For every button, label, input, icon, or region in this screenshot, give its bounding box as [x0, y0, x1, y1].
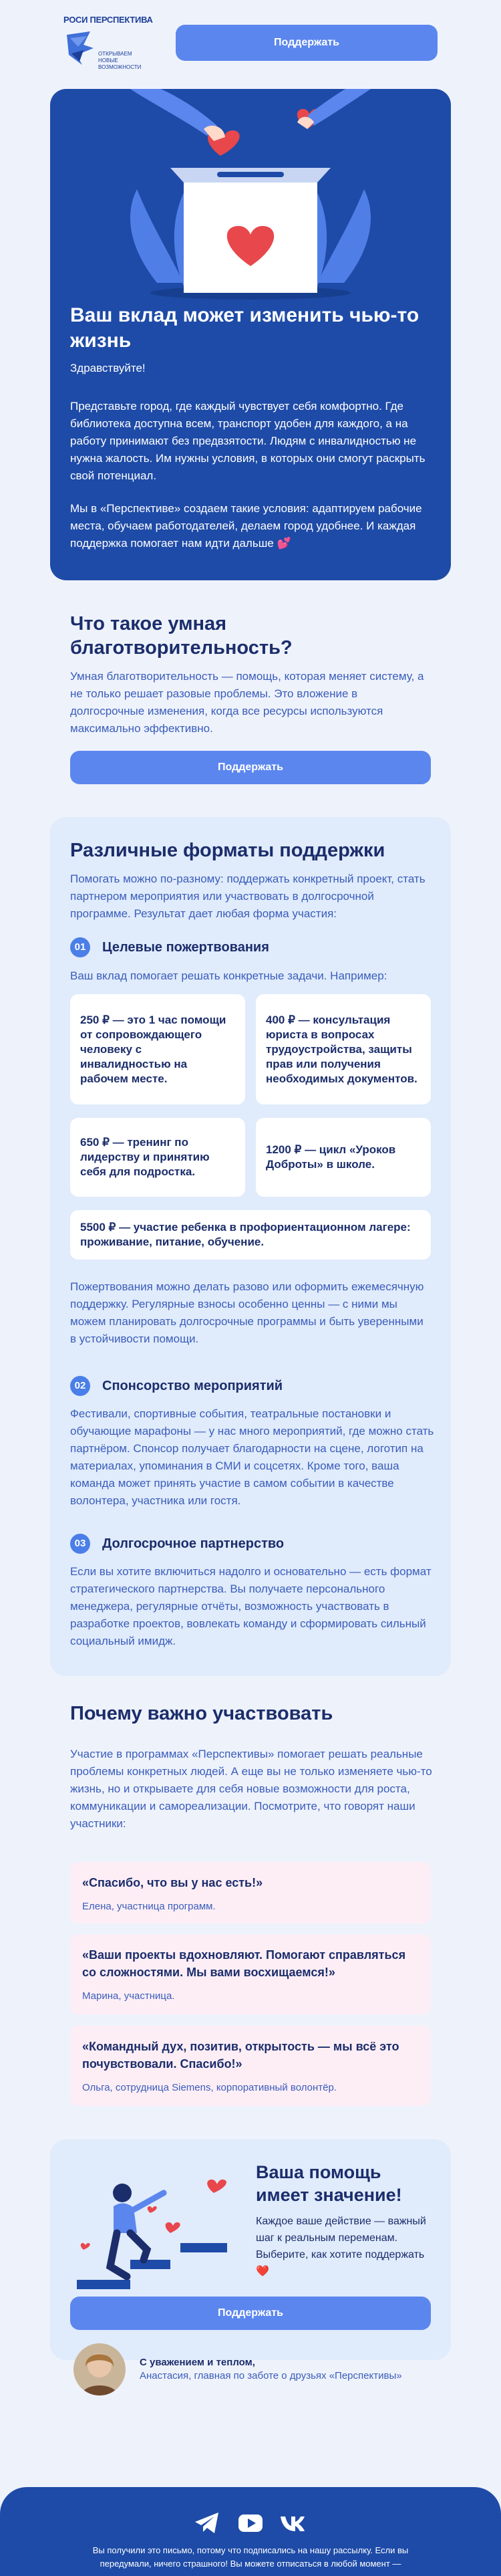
formats-intro: Помогать можно по-разному: поддержать конкретный проект, стать партнером мероприятия или участвовать в долгосрочной программе. Результат дает любая форма участия: — [70, 872, 426, 920]
logo-subtitle: ОТКРЫВАЕМ НОВЫЕ ВОЗМОЖНОСТИ — [98, 51, 142, 70]
format-title-2: Спонсорство мероприятий — [102, 1379, 283, 1393]
why-participate-section — [70, 1702, 434, 1833]
format-title-3: Долгосрочное партнерство — [102, 1536, 285, 1551]
header — [0, 0, 501, 86]
hero-card — [50, 89, 451, 580]
testimonial-author: Ольга, сотрудница Siemens, корпоративный волонтёр. — [82, 2082, 337, 2093]
why-title: Почему важно участвовать — [70, 1703, 333, 1724]
why-text: Участие в программах «Перспективы» помогает решать реальные проблемы конкретных людей. А еще вы не только изменяете чью-то жизнь, но и открываете для себя новые возможности для роста, коммуникации и самореализации. Посмотрите, что говорят наши участники: — [70, 1748, 432, 1830]
donation-card: 250 ₽ — это 1 час помощи от сопровождающего человеку с инвалидностью на рабочем месте. — [70, 994, 245, 1104]
help-text: Каждое ваше действие — важный шаг к реальным переменам. Выберите, как хотите поддержать ❤️ — [256, 2216, 426, 2277]
testimonial-author: Марина, участница. — [82, 1990, 175, 2002]
donate-button-help[interactable]: Поддержать — [70, 2297, 431, 2330]
smart-charity-section — [70, 612, 434, 784]
stairs-illustration — [63, 2166, 244, 2300]
format-text-1-after: Пожертвования можно делать разово или оформить ежемесячную поддержку. Регулярные взносы особенно ценны — с ними мы можем планировать долгосрочные программы и быть уверенными в устойчивости помощи. — [70, 1280, 424, 1345]
help-title: Ваша помощь имеет значение! — [256, 2162, 402, 2205]
testimonial — [70, 2026, 431, 2106]
hero-paragraph-2: Мы в «Перспективе» создаем такие условия: адаптируем рабочие места, обучаем работодателей, делаем город удобнее. И каждая поддержка помогает нам идти дальше 💕 — [70, 502, 422, 550]
format-title-1: Целевые пожертвования — [102, 940, 269, 955]
donation-card: 650 ₽ — тренинг по лидерству и принятию себя для подростка. — [70, 1118, 245, 1197]
donation-card: 400 ₽ — консультация юриста в вопросах трудоустройства, защиты прав или получения необходимых документов. — [256, 994, 431, 1104]
logo-title: РОСИ ПЕРСПЕКТИВА — [63, 15, 153, 25]
youtube-icon[interactable] — [237, 2511, 264, 2535]
testimonial-text: «Командный дух, позитив, открытость — мы всё это почувствовали. Спасибо!» — [82, 2040, 399, 2071]
logo[interactable] — [63, 15, 153, 75]
donation-card: 1200 ₽ — цикл «Уроков Доброты» в школе. — [256, 1118, 431, 1197]
signature — [70, 2343, 444, 2404]
help-matters-card — [50, 2139, 451, 2360]
formats-title: Различные форматы поддержки — [70, 840, 385, 861]
logo-dove-icon — [63, 28, 97, 68]
vk-icon[interactable] — [279, 2511, 306, 2535]
smart-charity-title: Что такое умная благотворительность? — [70, 613, 293, 659]
signature-regards: С уважением и теплом, — [140, 2357, 255, 2368]
donate-button-smart[interactable]: Поддержать — [70, 751, 431, 784]
format-number-1: 01 — [70, 937, 90, 957]
format-number-3: 03 — [70, 1534, 90, 1554]
testimonial — [70, 1934, 431, 2014]
testimonial-author: Елена, участница программ. — [82, 1901, 216, 1912]
format-number-2: 02 — [70, 1376, 90, 1396]
smart-charity-text: Умная благотворительность — помощь, которая меняет систему, а не только решает разовые проблемы. Это вложение в долгосрочные изменения, когда все ресурсы используются максимально эффективно. — [70, 670, 424, 735]
avatar — [73, 2343, 126, 2395]
telegram-icon[interactable] — [194, 2511, 220, 2535]
format-text-1: Ваш вклад помогает решать конкретные задачи. Например: — [70, 969, 387, 982]
footer — [0, 2487, 501, 2576]
hero-paragraph-1: Представьте город, где каждый чувствует себя комфортно. Где библиотека доступна всем, транспорт удобен для каждого, а на работу принимают без предвзятости. Людям с инвалидностью не нужна жалость. Им нужны условия, в которых они смогут раскрыть свой потенциал. — [70, 400, 426, 482]
donate-button-top[interactable]: Поддержать — [176, 25, 438, 61]
hero-greeting: Здравствуйте! — [70, 362, 146, 374]
testimonial-text: «Спасибо, что вы у нас есть!» — [82, 1876, 263, 1889]
format-text-2: Фестивали, спортивные события, театральные постановки и обучающие марафоны — у нас много мероприятий, где можно стать партнёром. Спонсор получает благодарности на сцене, логотип на материалах, упоминания в СМИ и соцсетях. Кроме того, ваша команда может принять участие в самом событии в качестве волонтера, участника или гостя. — [70, 1407, 434, 1507]
donation-card: 5500 ₽ — участие ребенка в профориентационном лагере: проживание, питание, обучение. — [70, 1210, 431, 1260]
support-formats-section — [50, 817, 451, 1676]
footer-text: Вы получили это письмо, потому что подписались на нашу рассылку. Если вы передумали, ничего страшного! Вы можете отписаться в любой момент — — [92, 2545, 409, 2569]
testimonial-text: «Ваши проекты вдохновляют. Помогают справляться со сложностями. Мы вами восхищаемся!» — [82, 1948, 406, 1979]
format-text-3: Если вы хотите включиться надолго и основательно — есть формат стратегического партнерства. Вы получаете персонального менеджера, регулярные отчёты, возможность участвовать в разработке проектов, вовлекать команду и сформировать сильный социальный имидж. — [70, 1565, 432, 1647]
ballot-box-icon — [50, 89, 451, 310]
hero-title: Ваш вклад может изменить чью-то жизнь — [70, 304, 420, 352]
testimonial — [70, 1862, 431, 1923]
signature-name: Анастасия, главная по заботе о друзьях «Перспективы» — [140, 2370, 402, 2381]
